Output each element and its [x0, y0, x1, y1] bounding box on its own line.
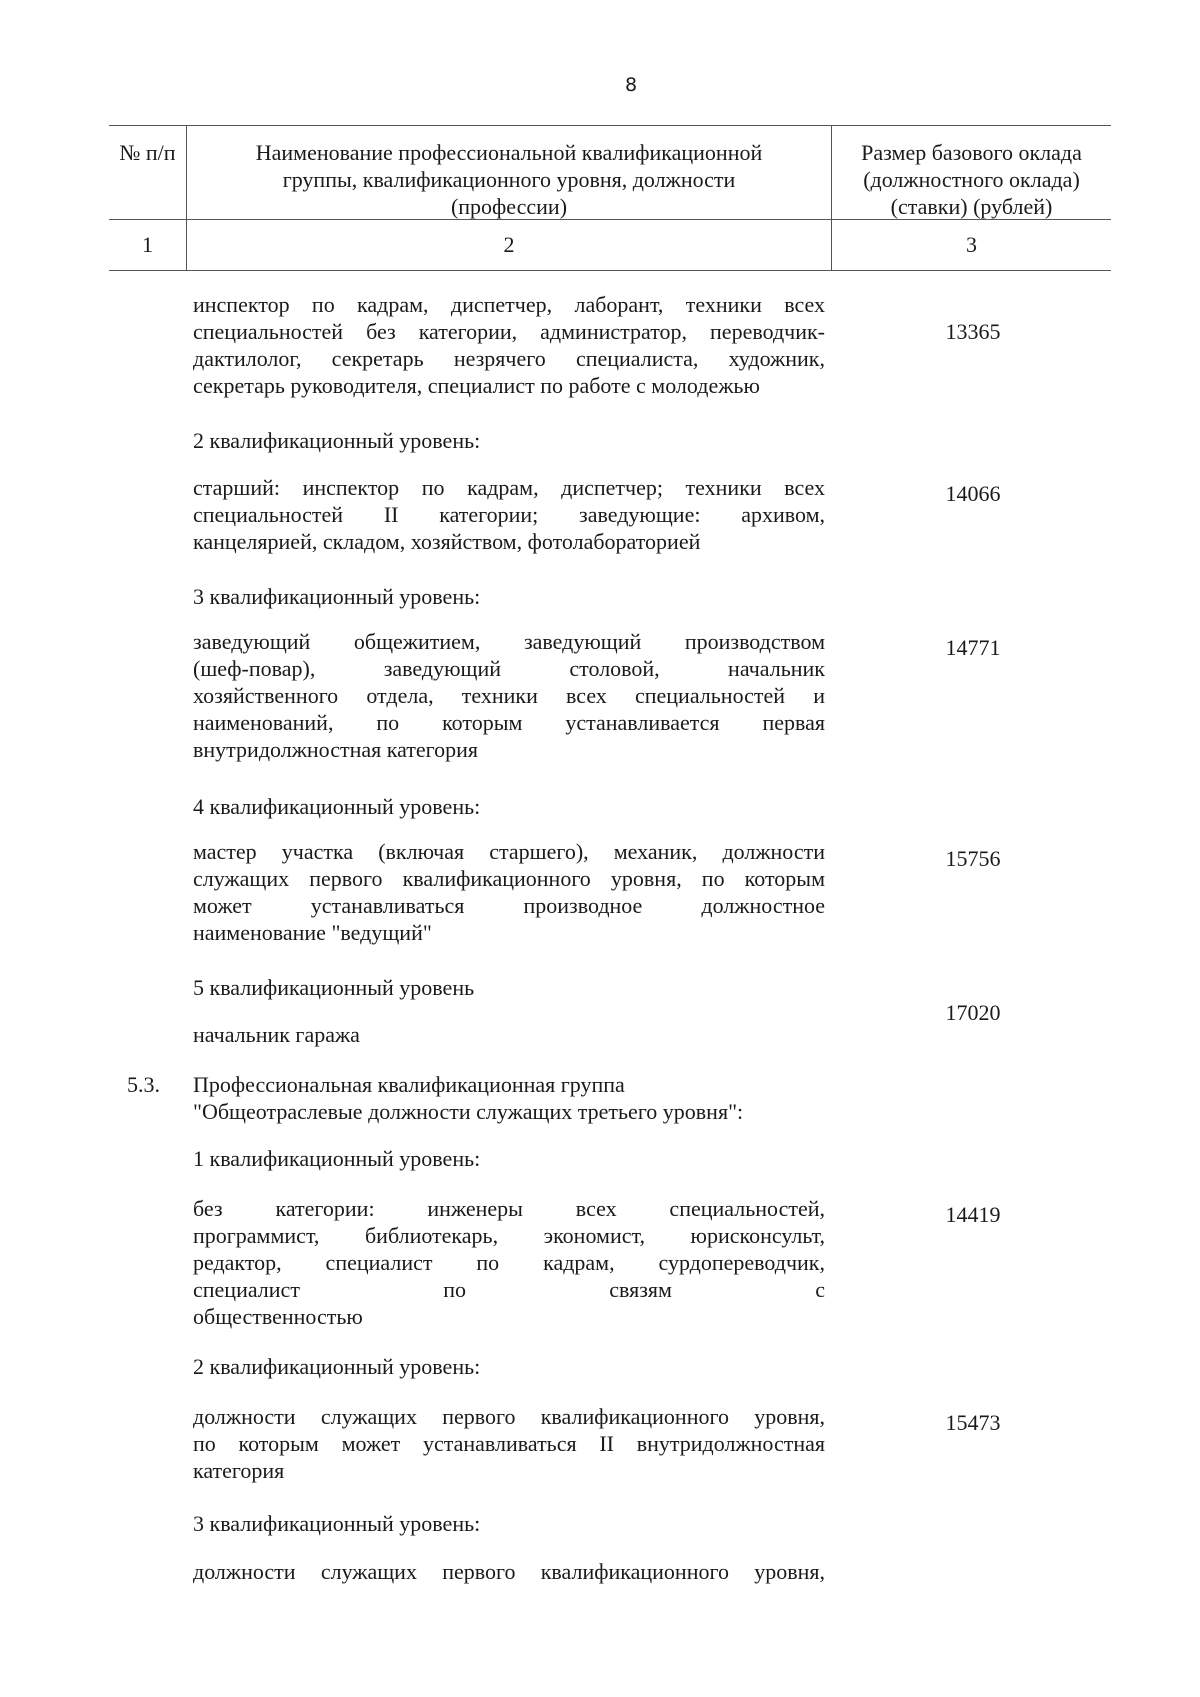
salary-value: 14771 — [945, 635, 1001, 660]
salary-value: 17020 — [945, 1000, 1001, 1025]
salary-value: 14066 — [945, 481, 1001, 506]
qualification-level-label: 3 квалификационный уровень: — [193, 584, 481, 609]
header-col-number: № п/п — [119, 140, 176, 165]
position-text: начальник гаража — [193, 1022, 360, 1047]
header-row — [109, 125, 1111, 219]
text-line — [193, 1276, 825, 1303]
header-col-name-line: (профессии) — [450, 194, 568, 219]
table-header — [109, 125, 1111, 271]
text-line: наименование "ведущий" — [193, 920, 432, 945]
position-list-text — [193, 838, 825, 946]
salary-value: 15756 — [945, 846, 1001, 871]
header-col-name-line: группы, квалификационного уровня, должности — [282, 167, 736, 192]
text-line: служащих первого квалификационного уровня, по которым — [193, 866, 825, 891]
position-list-text — [193, 291, 825, 399]
text-line: (шеф-повар), заведующий столовой, начальник — [193, 656, 825, 681]
text-line: мастер участка (включая старшего), механик, должности — [193, 839, 825, 864]
text-line: по которым может устанавливаться II внутридолжностная — [193, 1431, 825, 1456]
salary-value: 13365 — [945, 319, 1001, 344]
section-number: 5.3. — [127, 1072, 160, 1097]
text-fragment: специалист по связям с — [193, 1277, 825, 1302]
qualification-level-label: 2 квалификационный уровень: — [193, 1354, 481, 1379]
text-line: общественностью — [193, 1304, 363, 1329]
salary-value: 15473 — [945, 1410, 1001, 1435]
text-line: должности служащих первого квалификационного уровня, — [193, 1559, 825, 1584]
text-line: дактилолог, секретарь незрячего специалиста, художник, — [193, 346, 825, 371]
position-list-text — [193, 1195, 825, 1330]
text-line: Профессиональная квалификационная группа — [193, 1072, 625, 1097]
position-list-text — [193, 1403, 825, 1484]
text-line: канцелярией, складом, хозяйством, фотолабораторией — [193, 529, 701, 554]
column-number-2: 2 — [186, 220, 832, 270]
header-col-name — [186, 126, 832, 219]
text-line: наименований, по которым устанавливается первая — [193, 710, 825, 735]
text-line: должности служащих первого квалификационного уровня, — [193, 1404, 825, 1429]
text-line: специальностей без категории, администратор, переводчик- — [193, 319, 825, 344]
qualification-level-label: 5 квалификационный уровень — [193, 975, 475, 1000]
position-list-text — [193, 1558, 825, 1585]
text-line: может устанавливаться производное должностное — [193, 893, 825, 918]
text-line: редактор, специалист по кадрам, сурдопереводчик, — [193, 1250, 825, 1275]
header-col-salary-line: (ставки) (рублей) — [890, 194, 1053, 219]
header-col-salary-line: (должностного оклада) — [863, 167, 1080, 192]
column-number-1: 1 — [142, 232, 153, 257]
qualification-level-label: 2 квалификационный уровень: — [193, 428, 481, 453]
text-line: старший: инспектор по кадрам, диспетчер; техники всех — [193, 475, 825, 500]
text-line: секретарь руководителя, специалист по работе с молодежью — [193, 373, 760, 398]
position-list-text — [193, 474, 825, 555]
qualification-level-label: 1 квалификационный уровень: — [193, 1146, 481, 1171]
column-number-3: 3 — [966, 232, 977, 257]
header-col-name-line: Наименование профессиональной квалификационной — [255, 140, 763, 165]
header-col-salary-line: Размер базового оклада — [861, 140, 1082, 165]
header-number-row — [109, 219, 1111, 271]
qualification-level-label: 3 квалификационный уровень: — [193, 1511, 481, 1536]
text-line: "Общеотраслевые должности служащих третьего уровня": — [193, 1099, 744, 1124]
text-line: хозяйственного отдела, техники всех специальностей и — [193, 683, 825, 708]
salary-value: 14419 — [945, 1202, 1001, 1227]
text-line: категория — [193, 1458, 285, 1483]
text-line: без категории: инженеры всех специальностей, — [193, 1196, 825, 1221]
text-line: программист, библиотекарь, экономист, юрисконсульт, — [193, 1223, 825, 1248]
text-line: специальностей II категории; заведующие: архивом, — [193, 502, 825, 527]
text-line: внутридолжностная категория — [193, 737, 479, 762]
text-line: заведующий общежитием, заведующий производством — [193, 629, 825, 654]
text-line: инспектор по кадрам, диспетчер, лаборант, техники всех — [193, 292, 825, 317]
qualification-level-label: 4 квалификационный уровень: — [193, 794, 481, 819]
section-title — [193, 1071, 825, 1125]
position-list-text — [193, 628, 825, 763]
header-col-salary — [832, 126, 1111, 219]
page-number: 8 — [624, 74, 638, 96]
